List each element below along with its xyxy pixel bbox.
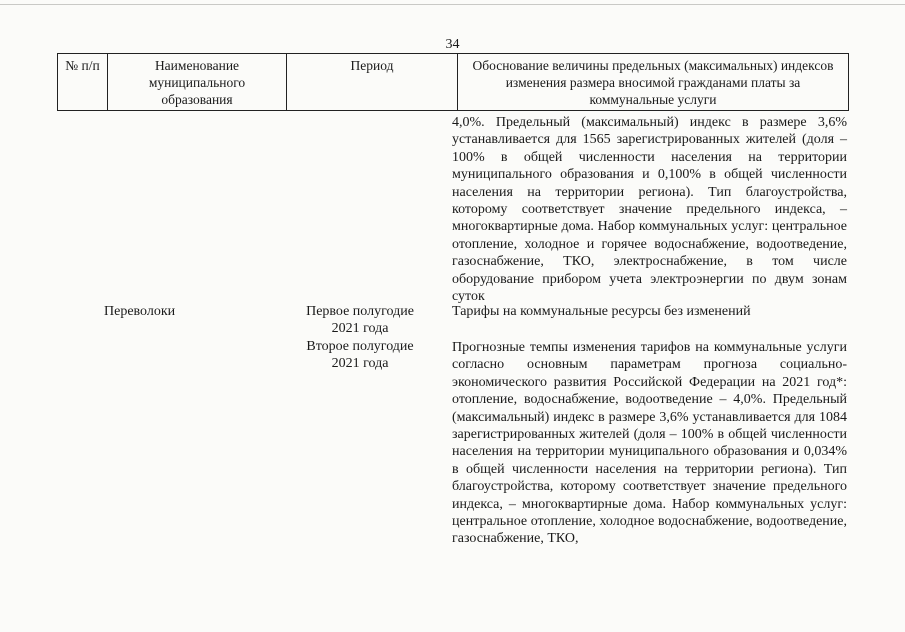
basis-first-half xyxy=(452,303,847,320)
period-first-half: Первое полугодие 2021 года xyxy=(306,304,414,337)
header-row xyxy=(58,54,849,111)
header-municipality: Наименование муниципального образования xyxy=(108,54,287,111)
header-period: Период xyxy=(287,54,458,111)
basis-text: Прогнозные темпы изменения тарифов на коммунальные услуги согласно основным параметрам прогноза социально-экономического развития Российской Федерации на 2021 год*: отопление, водоснабжение, водоотведение – 4,0%. Предельный (максимальный) индекс в размере 3,6% устанавливается для 1084 зарегистрированных жителей (доля – 100% в общей численности населения на территории муниципального образования и 0,034% в общей численности населения на территории региона). Тип благоустройства, которому соответствует значение предельного индекса, – многоквартирные дома. Набор коммунальных услуг: центральное отопление, холодное водоснабжение, водоотведение, газоснабжение, ТКО, xyxy=(452,340,847,547)
page-number: 34 xyxy=(445,37,460,52)
period-second-half: Второе полугодие 2021 года xyxy=(306,338,414,372)
header-number: № п/п xyxy=(58,54,108,111)
table-header xyxy=(57,53,849,111)
basis-text: Тарифы на коммунальные ресурсы без изменений xyxy=(452,304,751,319)
header-basis: Обоснование величины предельных (максимальных) индексов изменения размера вносимой гражданами платы за коммунальные услуги xyxy=(458,54,849,111)
basis-text: 4,0%. Предельный (максимальный) индекс в размере 3,6% устанавливается для 1565 зарегистрированных жителей (доля – 100% в общей численности населения на территории муниципального образования и 0,100% в общей численности населения на территории региона). Тип благоустройства, которому соответствует значение предельного индекса, – многоквартирные дома. Набор коммунальных услуг: центральное отопление, холодное и горячее водоснабжение, водоотведение, газоснабжение, ТКО, электроснабжение, в том числе оборудование прибором учета электроэнергии по двум зонам суток xyxy=(452,115,847,305)
period-cell xyxy=(301,303,419,373)
basis-second-half xyxy=(452,339,847,548)
basis-continued-paragraph xyxy=(452,114,847,305)
page-edge xyxy=(0,4,905,5)
municipality-name: Переволоки xyxy=(104,304,176,319)
